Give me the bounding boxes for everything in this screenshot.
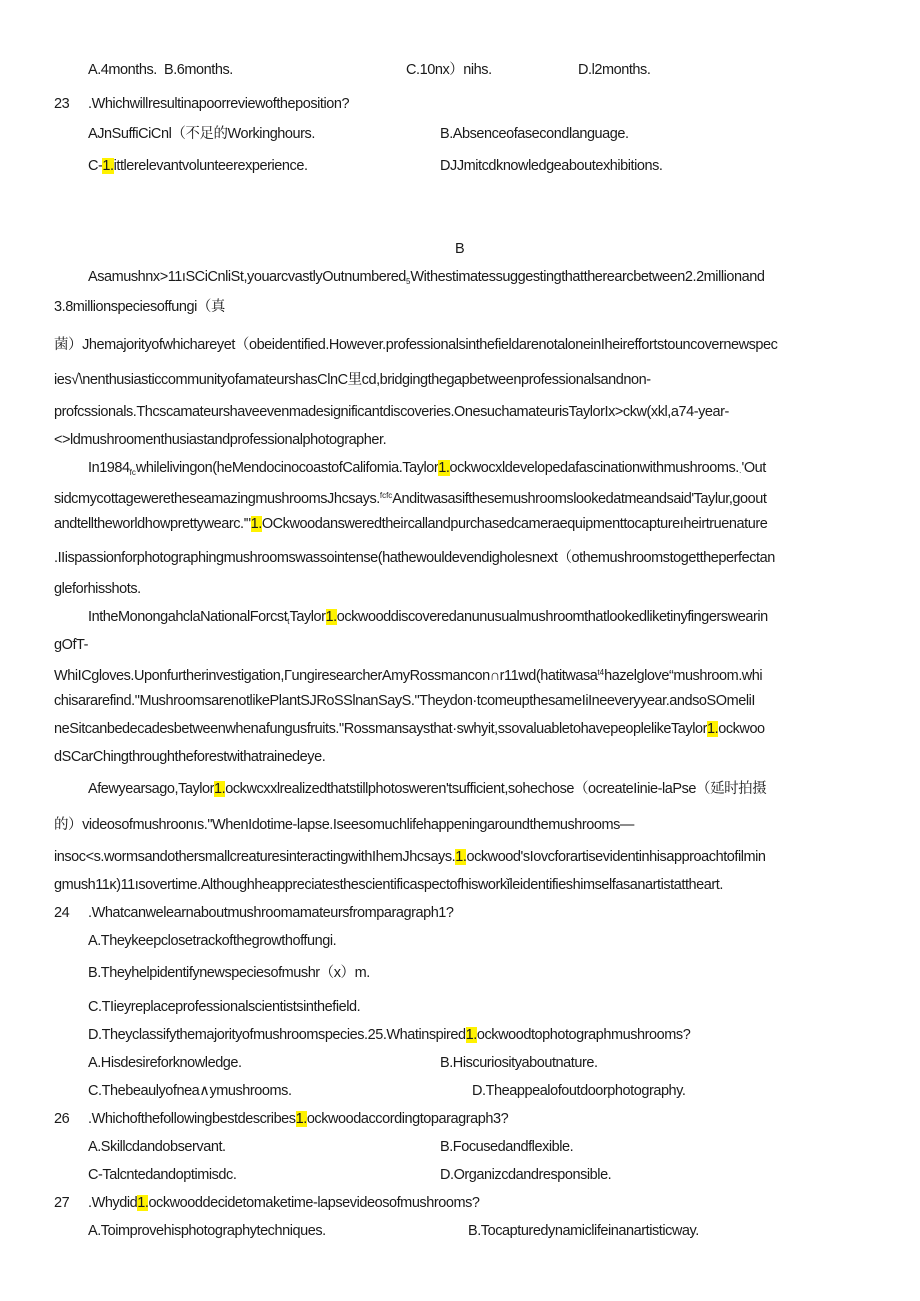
passage-line: profcssionals.Thcscamateurshaveevenmadesignificantdiscoveries.OnesuchamateurisTaylorIx>ckw(xkl,a74-year-: [54, 404, 729, 420]
q27-option-b: B.Tocapturedynamiclifeinanartisticway.: [468, 1223, 699, 1239]
highlight: 1.: [465, 1027, 477, 1043]
passage-line: 的）videosofmushroonıs."WhenIdotime-lapse.Iseesomuchlifehappeningaroundthemushrooms—: [54, 817, 634, 833]
question-24-stem: 24 .Whatcanwelearnaboutmushroomamateursfromparagraph1?: [54, 905, 454, 921]
passage-line: andtelltheworldhowprettywearc.'"1.OCkwoodansweredtheircallandpurchasedcameraequipmenttocaptureıheirtruenature: [54, 516, 768, 532]
q23-option-c: C-1.ittlerelevantvolunteerexperience.: [88, 158, 308, 174]
highlight: 1.: [455, 849, 467, 865]
q24-option-a: A.Theykeepclosetrackofthegrowthoffungi.: [88, 933, 337, 949]
highlight: 1.: [214, 781, 226, 797]
question-23-stem: 23 .Whichwillresultinapoorreviewoftheposition?: [54, 96, 350, 112]
passage-line: neSitcanbedecadesbetweenwhenafungusfruits."Rossmansaysthat·swhyit,ssovaluabletohavepeoplelikeTaylor1.ockwoo: [54, 721, 765, 737]
highlight: 1.: [295, 1111, 307, 1127]
highlight: 1.: [102, 158, 114, 174]
highlight: 1.: [438, 460, 450, 476]
passage-line: <>ldmushroomenthusiastandprofessionalphotographer.: [54, 432, 387, 448]
question-number: 27: [54, 1195, 70, 1211]
q26-option-c: C-Talcntedandoptimisdc.: [88, 1167, 237, 1183]
q24-option-c: C.TIieyreplaceprofessionalscientistsinthefield.: [88, 999, 361, 1015]
q22-option-b: B.6months.: [164, 62, 233, 78]
question-26-stem: 26 .Whichofthefollowingbestdescribes1.ockwoodaccordingtoparagraph3?: [54, 1111, 509, 1127]
passage-line: gleforhisshots.: [54, 581, 141, 597]
q22-option-a: A.4months.: [88, 62, 157, 78]
highlight: 1.: [250, 516, 262, 532]
q26-option-a: A.Skillcdandobservant.: [88, 1139, 226, 1155]
passage-line: gmush11κ)11ısovertime.Althoughheappreciatesthescientificaspectofhisworkǐleidentifieshimselfasanartistattheart.: [54, 877, 723, 893]
q22-option-c: C.10nx）nihs.: [406, 62, 492, 78]
q24-option-b: B.Theyhelpidentifynewspeciesofmushr（x）m.: [88, 965, 370, 981]
q22-option-d: D.l2months.: [578, 62, 651, 78]
q26-option-d: D.Organizcdandresponsible.: [440, 1167, 612, 1183]
passage-line: Afewyearsago,Taylor1.ockwcxxlrealizedthatstillphotosweren'tsufficient,sohechose（ocreateIinie-laPse（延时拍摄: [88, 781, 767, 797]
q25-option-a: A.Hisdesireforknowledge.: [88, 1055, 242, 1071]
highlight: 1.: [137, 1195, 149, 1211]
q25-option-d: D.Theappealofoutdoorphotography.: [472, 1083, 686, 1099]
passage-line: 菌）Jhemajorityofwhichareyet（obeidentified.However.professionalsinthefieldarenotaloneinIheireffortstouncovernewspec: [54, 337, 778, 353]
q23-option-b: B.Absenceofasecondlanguage.: [440, 126, 629, 142]
q23-option-a: AJnSuffiCiCnl（不足的Workinghours.: [88, 126, 315, 142]
q24-option-d-and-q25-stem: D.Theyclassifythemajorityofmushroomspecies.25.Whatinspired1.ockwoodtophotographmushrooms?: [88, 1027, 691, 1043]
passage-line: WhiICgloves.Uponfurtherinvestigation,ΓungiresearcherAmyRossmancon∩r11wd(hatitwasa$^{t4}$hazelglove“mushroom.whi: [54, 668, 763, 684]
passage-line: IntheMonongahclaNationalForcst$_t$Taylor1.ockwooddiscoveredanunusualmushroomthatlookedliketinyfingerswearin: [88, 609, 768, 626]
passage-line: dSCarChingthroughtheforestwithatrainedeye.: [54, 749, 326, 765]
question-number: 24: [54, 905, 70, 921]
section-label: B: [455, 241, 465, 257]
q23-option-d: DJJmitcdknowledgeaboutexhibitions.: [440, 158, 663, 174]
passage-line: gOfT-: [54, 637, 89, 653]
passage-line: .IIispassionforphotographingmushroomswassointense(hathewouldevendigholesnext（othemushroomstogettheperfectan: [54, 550, 775, 566]
highlight: 1.: [325, 609, 337, 625]
q27-option-a: A.Toimprovehisphotographytechniques.: [88, 1223, 326, 1239]
passage-line: 3.8millionspeciesoffungi（真: [54, 299, 225, 315]
question-number: 26: [54, 1111, 70, 1127]
passage-line: ies√\nenthusiasticcommunityofamateurshasClnC里cd,bridgingthegapbetweenprofessionalsandnon-: [54, 372, 651, 388]
passage-line: sidcmycottageweretheseamazingmushroomsJhcsays.$^{fcfc}$Anditwasasifthesemushroomslookedatmeandsaid'Taylur,goout: [54, 491, 767, 507]
passage-line: $In1984_{fc}whilelivingon(heMendocinocoastofCalifomia.Taylor1.ockwocxldevelopedafascinationwithmushrooms._\cdot'Out$: [88, 460, 766, 477]
highlight: 1.: [707, 721, 719, 737]
question-27-stem: 27 .Whydid1.ockwooddecidetomaketime-lapsevideosofmushrooms?: [54, 1195, 480, 1211]
passage-line: insoc<s.wormsandothersmallcreaturesinteractingwithIhemJhcsays.1.ockwood'sIovcforartisevidentinhisapproachtofilmin: [54, 849, 766, 865]
passage-line: Asamushnx>11ıSCiCnliSt,youarcvastlyOutnumbered$_5$Withestimatessuggestingthattherearcbetween2.2millionand: [88, 269, 765, 286]
question-number: 23: [54, 96, 70, 112]
q26-option-b: B.Focusedandflexible.: [440, 1139, 574, 1155]
q25-option-b: B.Hiscuriosityaboutnature.: [440, 1055, 598, 1071]
passage-line: chisararefind."MushroomsarenotlikePlantSJRoSSlnanSayS."Theydon·tcomeupthesameIiIneeveryyear.andsoSOmeliI: [54, 693, 755, 709]
q25-option-c: C.Thebeaulyofnea∧ymushrooms.: [88, 1083, 292, 1099]
